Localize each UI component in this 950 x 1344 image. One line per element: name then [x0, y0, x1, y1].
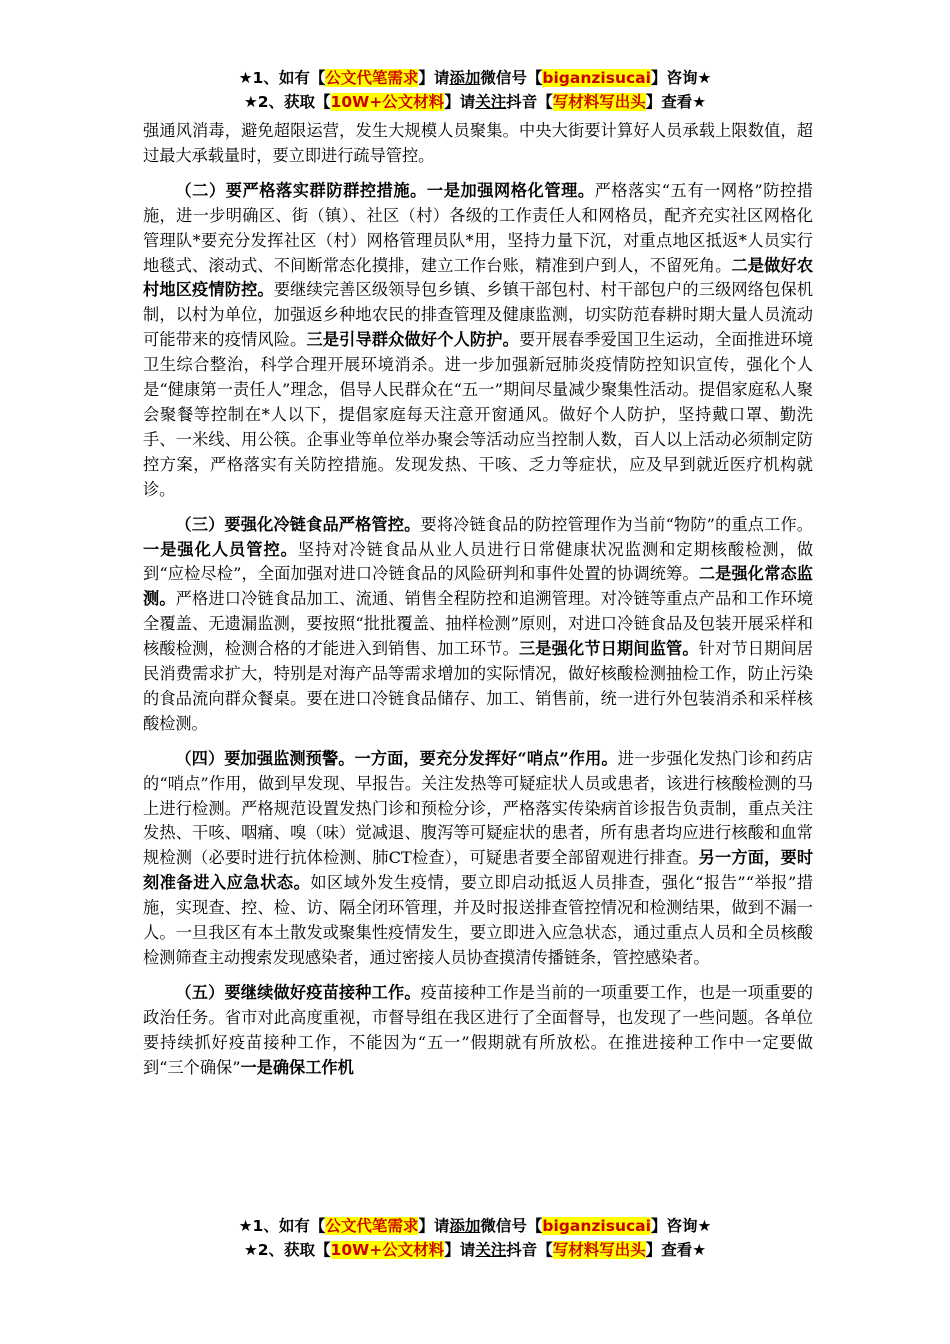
banner-highlight: 10W+公文材料: [330, 1241, 445, 1259]
banner-line-1: ★1、如有【公文代笔需求】请添加微信号【biganzisucai】咨询★: [238, 69, 712, 87]
sub-heading: 一是确保工作机: [240, 1057, 354, 1077]
bottom-banner: [0, 1214, 950, 1262]
paragraph-section-4: （四）要加强监测预警。一方面，要充分发挥好“哨点”作用。进一步强化发热门诊和药店的“哨点”作用，做到早发现、早报告。关注发热等可疑症状人员或患者，该进行核酸检测的马上进行检测。严格规范设置发热门诊和预检分诊，严格落实传染病首诊报告负责制，重点关注发热、干咳、咽痛、嗅（味）觉减退、腹泻等可疑症状的患者，所有患者均应进行核酸和血常规检测（必要时进行抗体检测、肺CT检查），可疑患者要全部留观进行排查。另一方面，要时刻准备进入应急状态。如区域外发生疫情，要立即启动抵返人员排查，强化“报告”“举报”措施，实现查、控、检、访、隔全闭环管理，并及时报送排查管控情况和检测结果，做到不漏一人。一旦我区有本土散发或聚集性疫情发生，要立即进入应急状态，通过重点人员和全员核酸检测筛查主动搜索发现感染者，通过密接人员协查摸清传播链条，管控感染者。: [143, 748, 814, 967]
sub-heading: 另一方面，要时刻准备进入应急状态。: [143, 848, 814, 893]
banner-highlight: 公文代笔需求: [325, 1217, 419, 1235]
paragraph-section-3: （三）要强化冷链食品严格管控。要将冷链食品的防控管理作为当前“物防”的重点工作。一是强化人员管控。坚持对冷链食品从业人员进行日常健康状况监测和定期核酸检测，做到“应检尽检”，全面加强对进口冷链食品的风险研判和事件处置的协调统筹。二是强化常态监测。严格进口冷链食品加工、流通、销售全程防控和追溯管理。对冷链等重点产品和工作环境全覆盖、无遗漏监测，要按照“批批覆盖、抽样检测”原则，对进口冷链食品及包装开展采样和核酸检测，检测合格的才能进入到销售、加工环节。三是强化节日期间监管。针对节日期间居民消费需求扩大，特别是对海产品等需求增加的实际情况，做好核酸检测抽检工作，防止污染的食品流向群众餐桌。要在进口冷链食品储存、加工、销售前，统一进行外包装消杀和采样核酸检测。: [143, 514, 814, 733]
banner-highlight: 写材料写出头: [552, 1241, 646, 1259]
sub-heading: 一是强化人员管控。: [143, 539, 298, 559]
sub-heading: 三是强化节日期间监管。: [518, 639, 699, 659]
banner-highlight: 写材料写出头: [552, 93, 646, 111]
paragraph-section-2: （二）要严格落实群防群控措施。一是加强网格化管理。严格落实“五有一网格”防控措施，进一步明确区、街（镇）、社区（村）各级的工作责任人和网格员，配齐充实社区网格化管理队*要充分发挥社区（村）网格管理员队*用，坚持力量下沉，对重点地区抵返*人员实行地毯式、滚动式、不间断常态化摸排，建立工作台账，精准到户到人，不留死角。二是做好农村地区疫情防控。要继续完善区级领导包乡镇、乡镇干部包村、村干部包户的三级网络包保机制，以村为单位，加强返乡种地农民的排查管理及健康监测，切实防范春耕时期大量人员流动可能带来的疫情风险。三是引导群众做好个人防护。要开展春季爱国卫生运动，全面推进环境卫生综合整治，科学合理开展环境消杀。进一步加强新冠肺炎疫情防控知识宣传，强化个人是“健康第一责任人”理念，倡导人民群众在“五一”期间尽量减少聚集性活动。提倡家庭私人聚会聚餐等控制在*人以下，提倡家庭每天注意开窗通风。做好个人防护，坚持戴口罩、勤洗手、一米线、用公筷。企事业等单位举办聚会等活动应当控制人数，百人以上活动必须制定防控方案，严格落实有关防控措施。发现发热、干咳、乏力等症状，应及早到就近医疗机构就诊。: [143, 180, 814, 499]
section-heading: （四）要加强监测预警。一方面，要充分发挥好“哨点”作用。: [175, 748, 618, 768]
paragraph-section-5: （五）要继续做好疫苗接种工作。疫苗接种工作是当前的一项重要工作，也是一项重要的政治任务。省市对此高度重视，市督导组在我区进行了全面督导，也发现了一些问题。各单位要持续抓好疫苗接种工作，不能因为“五一”假期就有所放松。在推进接种工作中一定要做到“三个确保”一是确保工作机: [143, 982, 813, 1077]
banner-line-2: ★2、获取【10W+公文材料】请关注抖音【写材料写出头】查看★: [243, 1241, 707, 1259]
banner-line-1: ★1、如有【公文代笔需求】请添加微信号【biganzisucai】咨询★: [238, 1217, 712, 1235]
section-heading: （二）要严格落实群防群控措施。一是加强网格化管理。: [175, 180, 595, 200]
banner-highlight: 公文代笔需求: [325, 69, 419, 87]
paragraph-continuation: 强通风消毒，避免超限运营，发生大规模人员聚集。中央大街要计算好人员承载上限数值，超过最大承载量时，要立即进行疏导管控。: [143, 121, 813, 165]
sub-heading: 三是引导群众做好个人防护。: [306, 330, 519, 350]
section-heading: （五）要继续做好疫苗接种工作。: [175, 982, 421, 1002]
banner-highlight: biganzisucai: [542, 69, 651, 87]
banner-line-2: ★2、获取【10W+公文材料】请关注抖音【写材料写出头】查看★: [243, 93, 707, 111]
document-body: [143, 119, 813, 1091]
top-banner: [0, 66, 950, 114]
section-heading: （三）要强化冷链食品严格管控。: [175, 514, 421, 534]
banner-highlight: 10W+公文材料: [330, 93, 445, 111]
sub-heading: 二是做好农村地区疫情防控。: [143, 255, 814, 300]
sub-heading: 二是强化常态监测。: [143, 564, 813, 609]
banner-highlight: biganzisucai: [542, 1217, 651, 1235]
